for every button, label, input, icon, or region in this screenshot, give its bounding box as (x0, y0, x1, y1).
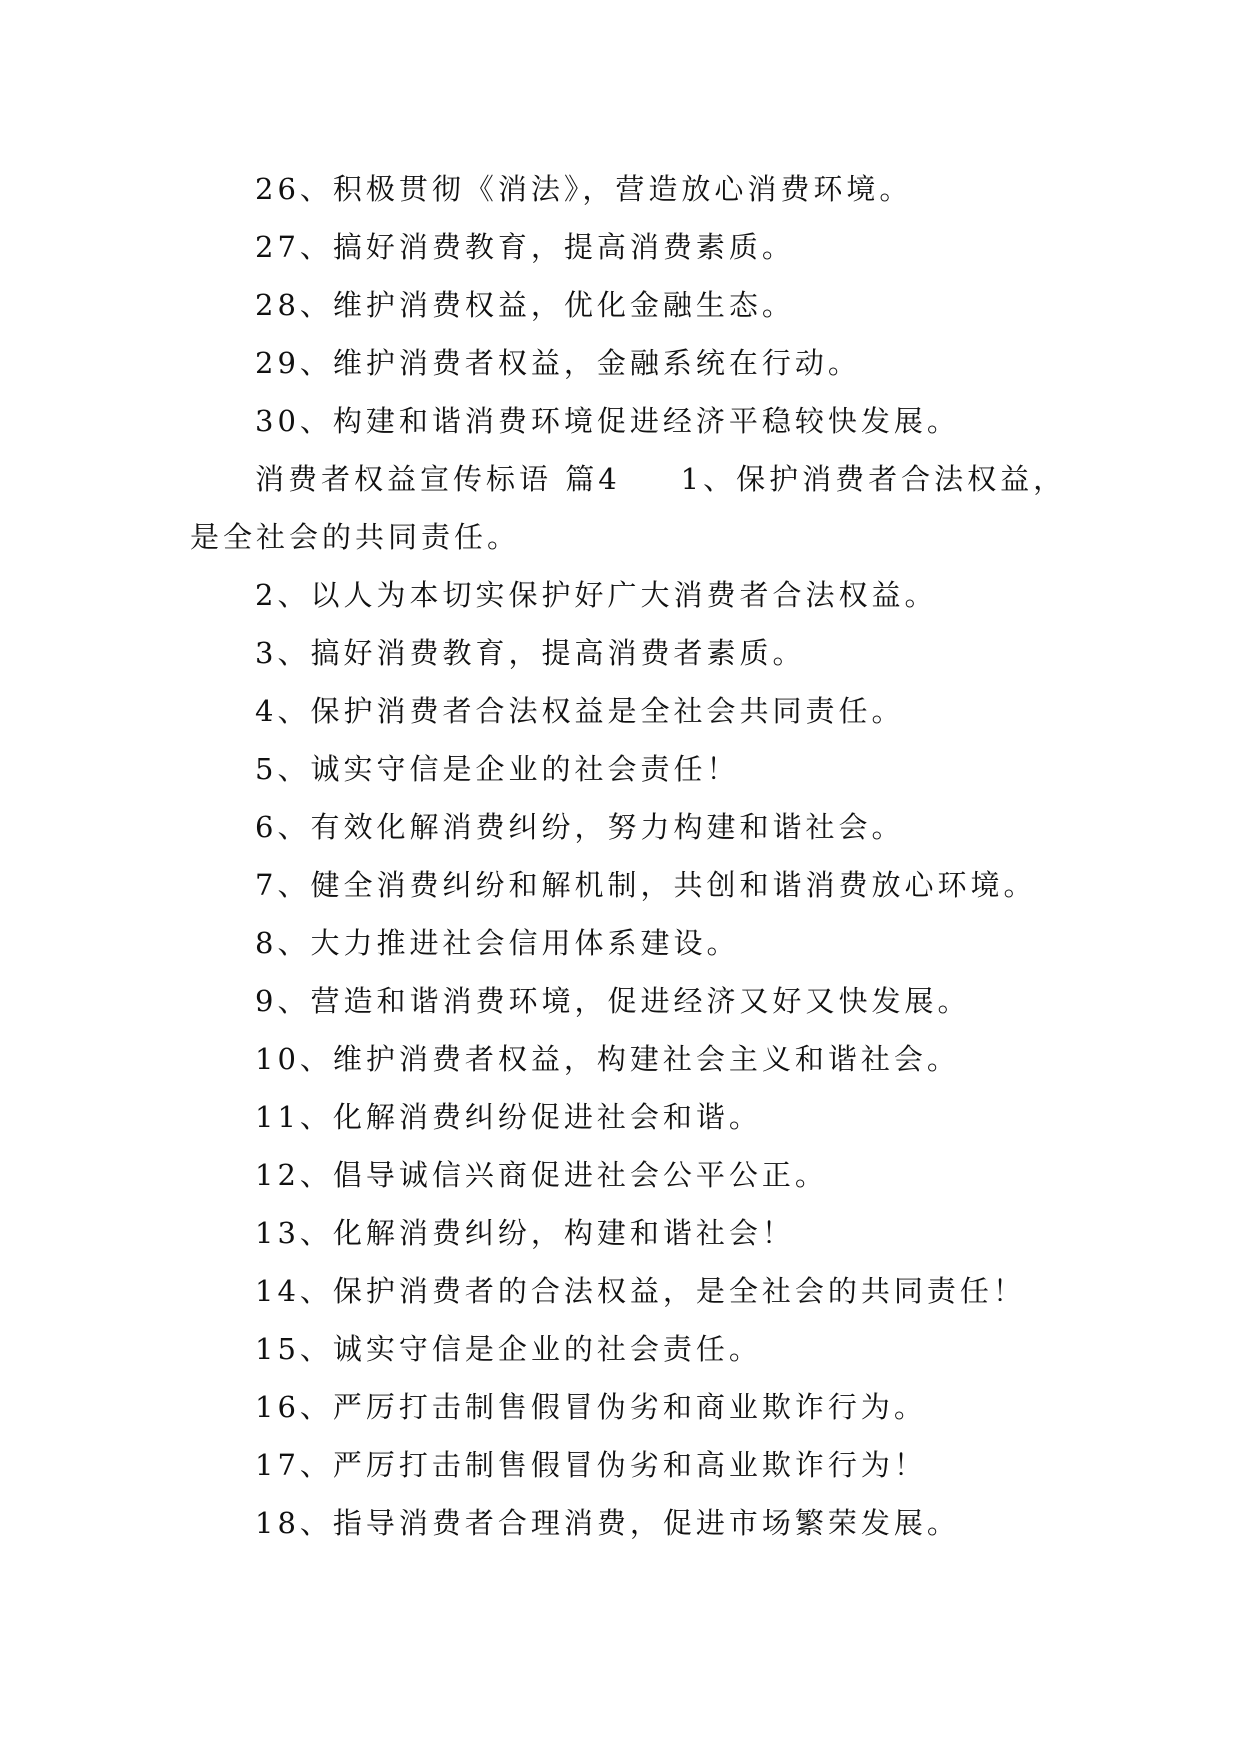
slogan-line: 27、搞好消费教育，提高消费素质。 (255, 230, 795, 264)
slogan-item: 15、诚实守信是企业的社会责任。 (255, 1332, 762, 1366)
slogan-item: 16、严厉打击制售假冒伪劣和商业欺诈行为。 (255, 1390, 927, 1424)
section-heading: 消费者权益宣传标语 篇4 (255, 462, 621, 496)
slogan-item: 12、倡导诚信兴商促进社会公平公正。 (255, 1158, 828, 1192)
slogan-item: 8、大力推进社会信用体系建设。 (255, 926, 740, 960)
slogan-item: 18、指导消费者合理消费，促进市场繁荣发展。 (255, 1506, 960, 1540)
slogan-item: 10、维护消费者权益，构建社会主义和谐社会。 (255, 1042, 960, 1076)
slogan-item: 3、搞好消费教育，提高消费者素质。 (255, 636, 806, 670)
section-heading-line (190, 450, 1090, 508)
slogan-item: 5、诚实守信是企业的社会责任！ (255, 752, 740, 786)
slogan-item-start: 1、保护消费者合法权益， (680, 462, 1067, 496)
slogan-line: 26、积极贯彻《消法》，营造放心消费环境。 (255, 172, 913, 206)
slogan-line: 30、构建和谐消费环境促进经济平稳较快发展。 (255, 404, 960, 438)
slogan-item: 14、保护消费者的合法权益，是全社会的共同责任！ (255, 1274, 1026, 1308)
slogan-line: 28、维护消费权益，优化金融生态。 (255, 288, 795, 322)
slogan-item-continuation: 是全社会的共同责任。 (190, 520, 521, 554)
slogan-item: 6、有效化解消费纠纷，努力构建和谐社会。 (255, 810, 905, 844)
slogan-item: 4、保护消费者合法权益是全社会共同责任。 (255, 694, 905, 728)
slogan-item: 2、以人为本切实保护好广大消费者合法权益。 (255, 578, 938, 612)
slogan-item: 11、化解消费纠纷促进社会和谐。 (255, 1100, 762, 1134)
slogan-item: 7、健全消费纠纷和解机制，共创和谐消费放心环境。 (255, 868, 1037, 902)
slogan-item: 13、化解消费纠纷，构建和谐社会！ (255, 1216, 795, 1250)
slogan-item: 17、严厉打击制售假冒伪劣和高业欺诈行为！ (255, 1448, 927, 1482)
slogan-item: 9、营造和谐消费环境，促进经济又好又快发展。 (255, 984, 971, 1018)
slogan-line: 29、维护消费者权益，金融系统在行动。 (255, 346, 861, 380)
document-body (190, 160, 1090, 1552)
